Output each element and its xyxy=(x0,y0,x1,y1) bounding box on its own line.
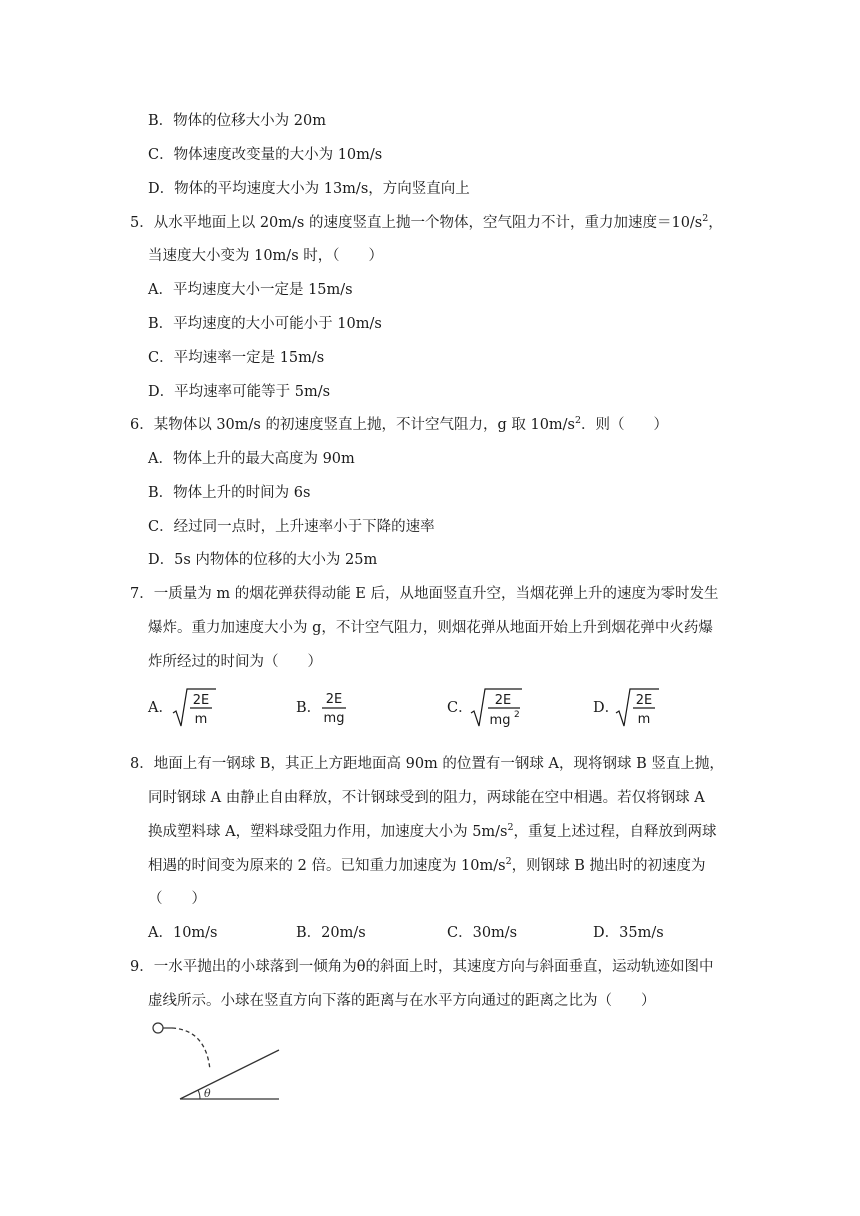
q5-stem-line1 xyxy=(130,213,723,233)
q7-c-denominator: mg xyxy=(489,713,511,728)
angle-theta-label: θ xyxy=(204,1087,211,1100)
q5-stem-line2: 当速度大小变为 10m/s 时，（ ） xyxy=(148,248,383,264)
q8-option-d: D．35m/s xyxy=(593,925,664,941)
q7-stem-line2: 爆炸。重力加速度大小为 g，不计空气阻力，则烟花弹从地面开始上升到烟花弹中火药爆 xyxy=(148,620,713,636)
q9-stem-line1: 9．一水平抛出的小球落到一倾角为θ的斜面上时，其速度方向与斜面垂直，运动轨迹如图中 xyxy=(130,959,714,975)
q8-option-b: B．20m/s xyxy=(296,925,366,941)
q7-b-numerator: 2E xyxy=(325,692,343,707)
trajectory-dashed-line xyxy=(172,1028,210,1070)
q8-stem-line5: （ ） xyxy=(148,891,206,907)
q7-d-numerator: 2E xyxy=(635,693,653,708)
q8-line3-text: 换成塑料球 A，塑料球受阻力作用，加速度大小为 5m/s xyxy=(148,824,508,840)
q5-option-a: A．平均速度大小一定是 15m/s xyxy=(148,282,353,298)
q5-stem-comma: ， xyxy=(708,215,723,231)
q6-exponent: 2 xyxy=(575,415,582,426)
q8-line3-end: ，重复上述过程，自释放到两球 xyxy=(513,824,717,840)
q6-stem xyxy=(130,415,668,435)
q8-option-a: A．10m/s xyxy=(148,925,218,941)
q7-option-d-formula xyxy=(615,686,663,730)
q7-stem-line3: 炸所经过的时间为（ ） xyxy=(148,654,322,670)
q4-option-b: B．物体的位移大小为 20m xyxy=(148,113,326,129)
q4-option-c: C．物体速度改变量的大小为 10m/s xyxy=(148,147,383,163)
q5-stem-text: 5．从水平地面上以 20m/s 的速度竖直上抛一个物体，空气阻力不计，重力加速度＝10/s xyxy=(130,215,703,231)
q7-stem-line1: 7．一质量为 m 的烟花弹获得动能 E 后，从地面竖直升空，当烟花弹上升的速度为零时发生 xyxy=(130,586,719,602)
q7-option-a-formula xyxy=(172,686,220,730)
q5-exponent: 2 xyxy=(702,213,709,224)
q9-figure xyxy=(148,1018,284,1104)
q8-line4-text: 相遇的时间变为原来的 2 倍。已知重力加速度为 10m/s xyxy=(148,858,506,874)
q7-option-a-label: A． xyxy=(148,700,173,716)
q7-d-denominator: m xyxy=(637,712,651,727)
q8-exponent-2: 2 xyxy=(505,856,512,867)
q5-option-b: B．平均速度的大小可能小于 10m/s xyxy=(148,316,382,332)
q7-b-denominator: mg xyxy=(323,711,345,726)
q7-c-numerator: 2E xyxy=(494,693,512,708)
q7-option-d-label: D． xyxy=(593,700,620,716)
q6-option-d: D．5s 内物体的位移的大小为 25m xyxy=(148,552,378,568)
q4-option-d: D．物体的平均速度大小为 13m/s，方向竖直向上 xyxy=(148,181,470,197)
q6-option-c: C．经过同一点时，上升速率小于下降的速率 xyxy=(148,519,435,535)
q7-a-denominator: m xyxy=(194,712,208,727)
q7-c-exponent: 2 xyxy=(514,710,520,720)
ball-icon xyxy=(153,1023,163,1033)
q7-option-b-label: B． xyxy=(296,700,322,716)
q8-stem-line2: 同时钢球 A 由静止自由释放，不计钢球受到的阻力，两球能在空中相遇。若仅将钢球 A xyxy=(148,790,705,806)
q8-stem-line3 xyxy=(148,822,717,842)
q8-stem-line1: 8．地面上有一钢球 B，其正上方距地面高 90m 的位置有一钢球 A，现将钢球 B 竖直上抛， xyxy=(130,756,724,772)
q8-stem-line4 xyxy=(148,856,706,876)
q6-option-a: A．物体上升的最大高度为 90m xyxy=(148,451,355,467)
q5-option-d: D．平均速率可能等于 5m/s xyxy=(148,384,331,400)
q7-option-c-formula xyxy=(470,686,526,730)
q7-option-b-formula xyxy=(318,686,352,730)
incline-line xyxy=(180,1050,279,1099)
q5-option-c: C．平均速率一定是 15m/s xyxy=(148,350,325,366)
q6-option-b: B．物体上升的时间为 6s xyxy=(148,485,311,501)
q8-line4-end: ，则钢球 B 抛出时的初速度为 xyxy=(511,858,706,874)
q8-exponent-1: 2 xyxy=(507,822,514,833)
q7-option-c-label: C． xyxy=(447,700,473,716)
q8-option-c: C．30m/s xyxy=(447,925,518,941)
q6-stem-text: 6．某物体以 30m/s 的初速度竖直上抛，不计空气阻力，g 取 10m/s xyxy=(130,417,575,433)
q7-a-numerator: 2E xyxy=(192,693,210,708)
q6-stem-end: ．则（ ） xyxy=(581,417,669,433)
q9-stem-line2: 虚线所示。小球在竖直方向下落的距离与在水平方向通过的距离之比为（ ） xyxy=(148,993,656,1009)
